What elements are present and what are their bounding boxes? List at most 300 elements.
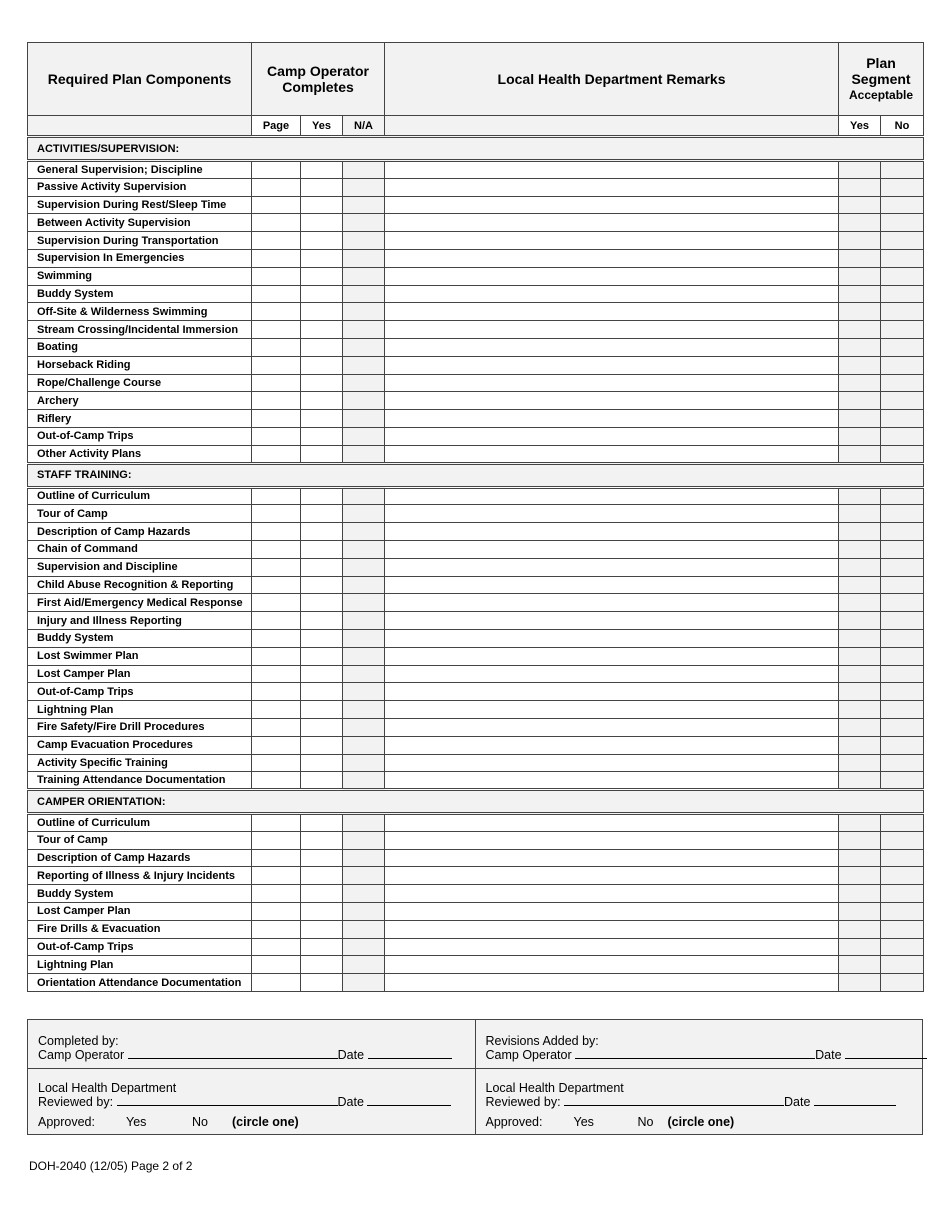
segment-yes-cell[interactable] bbox=[839, 374, 881, 392]
operator-na-cell[interactable] bbox=[343, 665, 385, 683]
table-row bbox=[28, 903, 924, 921]
table-row bbox=[28, 920, 924, 938]
operator-na-cell[interactable] bbox=[343, 427, 385, 445]
segment-yes-cell[interactable] bbox=[839, 161, 881, 179]
operator-yes-cell[interactable] bbox=[301, 178, 343, 196]
page-cell[interactable] bbox=[252, 505, 301, 523]
component-label: Buddy System bbox=[28, 885, 252, 903]
segment-no-cell[interactable] bbox=[881, 665, 924, 683]
operator-yes-cell[interactable] bbox=[301, 754, 343, 772]
operator-na-cell[interactable] bbox=[343, 903, 385, 921]
remarks-cell[interactable] bbox=[385, 814, 839, 832]
segment-no-cell[interactable] bbox=[881, 576, 924, 594]
operator-na-cell[interactable] bbox=[343, 196, 385, 214]
operator-na-cell[interactable] bbox=[343, 647, 385, 665]
page-cell[interactable] bbox=[252, 956, 301, 974]
operator-yes-cell[interactable] bbox=[301, 445, 343, 463]
page-cell[interactable] bbox=[252, 736, 301, 754]
remarks-cell[interactable] bbox=[385, 594, 839, 612]
page-cell[interactable] bbox=[252, 867, 301, 885]
operator-yes-cell[interactable] bbox=[301, 576, 343, 594]
operator-na-cell[interactable] bbox=[343, 594, 385, 612]
operator-na-cell[interactable] bbox=[343, 849, 385, 867]
segment-yes-cell[interactable] bbox=[839, 196, 881, 214]
operator-na-cell[interactable] bbox=[343, 974, 385, 992]
page-cell[interactable] bbox=[252, 814, 301, 832]
page-cell[interactable] bbox=[252, 772, 301, 790]
reviewed-by-label: Reviewed by: bbox=[38, 1095, 114, 1109]
page-cell[interactable] bbox=[252, 338, 301, 356]
segment-no-cell[interactable] bbox=[881, 523, 924, 541]
operator-na-cell[interactable] bbox=[343, 321, 385, 339]
operator-yes-cell[interactable] bbox=[301, 374, 343, 392]
remarks-cell[interactable] bbox=[385, 445, 839, 463]
page-cell[interactable] bbox=[252, 612, 301, 630]
operator-yes-cell[interactable] bbox=[301, 849, 343, 867]
page-cell[interactable] bbox=[252, 665, 301, 683]
operator-yes-cell[interactable] bbox=[301, 701, 343, 719]
page-cell[interactable] bbox=[252, 629, 301, 647]
table-row bbox=[28, 356, 924, 374]
segment-no-cell[interactable] bbox=[881, 338, 924, 356]
segment-no-cell[interactable] bbox=[881, 736, 924, 754]
segment-yes-cell[interactable] bbox=[839, 285, 881, 303]
segment-no-cell[interactable] bbox=[881, 718, 924, 736]
segment-no-cell[interactable] bbox=[881, 374, 924, 392]
page-cell[interactable] bbox=[252, 576, 301, 594]
operator-yes-cell[interactable] bbox=[301, 267, 343, 285]
segment-no-cell[interactable] bbox=[881, 629, 924, 647]
operator-yes-cell[interactable] bbox=[301, 920, 343, 938]
operator-na-cell[interactable] bbox=[343, 540, 385, 558]
revisions-reviewed-date-field[interactable] bbox=[814, 1095, 896, 1106]
operator-yes-cell[interactable] bbox=[301, 505, 343, 523]
operator-na-cell[interactable] bbox=[343, 285, 385, 303]
operator-yes-cell[interactable] bbox=[301, 487, 343, 505]
remarks-cell[interactable] bbox=[385, 321, 839, 339]
table-row bbox=[28, 445, 924, 463]
page-cell[interactable] bbox=[252, 647, 301, 665]
operator-na-cell[interactable] bbox=[343, 445, 385, 463]
remarks-cell[interactable] bbox=[385, 196, 839, 214]
operator-yes-cell[interactable] bbox=[301, 736, 343, 754]
remarks-cell[interactable] bbox=[385, 374, 839, 392]
segment-yes-cell[interactable] bbox=[839, 487, 881, 505]
segment-no-cell[interactable] bbox=[881, 285, 924, 303]
segment-yes-cell[interactable] bbox=[839, 612, 881, 630]
operator-yes-cell[interactable] bbox=[301, 683, 343, 701]
remarks-cell[interactable] bbox=[385, 701, 839, 719]
remarks-cell[interactable] bbox=[385, 867, 839, 885]
page-cell[interactable] bbox=[252, 540, 301, 558]
remarks-cell[interactable] bbox=[385, 249, 839, 267]
segment-no-cell[interactable] bbox=[881, 594, 924, 612]
operator-yes-cell[interactable] bbox=[301, 285, 343, 303]
page-cell[interactable] bbox=[252, 523, 301, 541]
page-cell[interactable] bbox=[252, 214, 301, 232]
table-row bbox=[28, 374, 924, 392]
component-label: Archery bbox=[28, 392, 252, 410]
segment-no-cell[interactable] bbox=[881, 683, 924, 701]
segment-yes-cell[interactable] bbox=[839, 701, 881, 719]
remarks-cell[interactable] bbox=[385, 214, 839, 232]
operator-yes-cell[interactable] bbox=[301, 249, 343, 267]
segment-no-cell[interactable] bbox=[881, 356, 924, 374]
segment-yes-cell[interactable] bbox=[839, 903, 881, 921]
reviewed-date-field[interactable] bbox=[367, 1095, 451, 1106]
page-cell[interactable] bbox=[252, 974, 301, 992]
operator-na-cell[interactable] bbox=[343, 701, 385, 719]
segment-yes-cell[interactable] bbox=[839, 849, 881, 867]
segment-yes-cell[interactable] bbox=[839, 594, 881, 612]
segment-yes-cell[interactable] bbox=[839, 683, 881, 701]
segment-yes-cell[interactable] bbox=[839, 540, 881, 558]
operator-yes-cell[interactable] bbox=[301, 410, 343, 428]
revisions-reviewed-by-signature-field[interactable] bbox=[564, 1095, 784, 1106]
segment-no-cell[interactable] bbox=[881, 321, 924, 339]
operator-na-cell[interactable] bbox=[343, 956, 385, 974]
remarks-cell[interactable] bbox=[385, 338, 839, 356]
segment-yes-cell[interactable] bbox=[839, 232, 881, 250]
operator-na-cell[interactable] bbox=[343, 814, 385, 832]
operator-yes-cell[interactable] bbox=[301, 885, 343, 903]
segment-yes-cell[interactable] bbox=[839, 974, 881, 992]
page-cell[interactable] bbox=[252, 594, 301, 612]
remarks-cell[interactable] bbox=[385, 754, 839, 772]
remarks-cell[interactable] bbox=[385, 487, 839, 505]
segment-yes-cell[interactable] bbox=[839, 754, 881, 772]
segment-yes-cell[interactable] bbox=[839, 410, 881, 428]
segment-no-cell[interactable] bbox=[881, 487, 924, 505]
operator-yes-cell[interactable] bbox=[301, 303, 343, 321]
segment-yes-cell[interactable] bbox=[839, 178, 881, 196]
operator-yes-cell[interactable] bbox=[301, 612, 343, 630]
segment-no-cell[interactable] bbox=[881, 867, 924, 885]
operator-na-cell[interactable] bbox=[343, 718, 385, 736]
page-cell[interactable] bbox=[252, 321, 301, 339]
operator-na-cell[interactable] bbox=[343, 303, 385, 321]
operator-na-cell[interactable] bbox=[343, 392, 385, 410]
remarks-cell[interactable] bbox=[385, 974, 839, 992]
operator-na-cell[interactable] bbox=[343, 629, 385, 647]
operator-yes-cell[interactable] bbox=[301, 196, 343, 214]
remarks-cell[interactable] bbox=[385, 558, 839, 576]
component-label: Tour of Camp bbox=[28, 831, 252, 849]
operator-yes-cell[interactable] bbox=[301, 665, 343, 683]
header-plan-segment bbox=[839, 43, 924, 116]
remarks-cell[interactable] bbox=[385, 505, 839, 523]
segment-yes-cell[interactable] bbox=[839, 718, 881, 736]
remarks-cell[interactable] bbox=[385, 903, 839, 921]
operator-yes-cell[interactable] bbox=[301, 214, 343, 232]
segment-yes-cell[interactable] bbox=[839, 885, 881, 903]
segment-no-cell[interactable] bbox=[881, 974, 924, 992]
operator-yes-cell[interactable] bbox=[301, 629, 343, 647]
segment-no-cell[interactable] bbox=[881, 849, 924, 867]
segment-no-cell[interactable] bbox=[881, 232, 924, 250]
page-cell[interactable] bbox=[252, 161, 301, 179]
operator-yes-cell[interactable] bbox=[301, 718, 343, 736]
page-cell[interactable] bbox=[252, 558, 301, 576]
operator-yes-cell[interactable] bbox=[301, 540, 343, 558]
remarks-cell[interactable] bbox=[385, 267, 839, 285]
operator-yes-cell[interactable] bbox=[301, 831, 343, 849]
segment-yes-cell[interactable] bbox=[839, 338, 881, 356]
operator-na-cell[interactable] bbox=[343, 267, 385, 285]
segment-yes-cell[interactable] bbox=[839, 392, 881, 410]
seg-no-header: No bbox=[881, 116, 924, 137]
page-cell[interactable] bbox=[252, 356, 301, 374]
revisions-operator-signature-field[interactable] bbox=[575, 1048, 815, 1059]
page-cell[interactable] bbox=[252, 392, 301, 410]
operator-na-cell[interactable] bbox=[343, 356, 385, 374]
segment-no-cell[interactable] bbox=[881, 303, 924, 321]
approved-no-option[interactable]: No bbox=[637, 1115, 654, 1129]
remarks-cell[interactable] bbox=[385, 849, 839, 867]
segment-yes-cell[interactable] bbox=[839, 576, 881, 594]
segment-no-cell[interactable] bbox=[881, 558, 924, 576]
remarks-cell[interactable] bbox=[385, 772, 839, 790]
operator-na-cell[interactable] bbox=[343, 523, 385, 541]
page-cell[interactable] bbox=[252, 249, 301, 267]
page-cell[interactable] bbox=[252, 487, 301, 505]
operator-na-cell[interactable] bbox=[343, 338, 385, 356]
remarks-cell[interactable] bbox=[385, 612, 839, 630]
page-cell[interactable] bbox=[252, 445, 301, 463]
segment-no-cell[interactable] bbox=[881, 161, 924, 179]
remarks-cell[interactable] bbox=[385, 410, 839, 428]
segment-no-cell[interactable] bbox=[881, 885, 924, 903]
segment-yes-cell[interactable] bbox=[839, 920, 881, 938]
segment-no-cell[interactable] bbox=[881, 410, 924, 428]
segment-no-cell[interactable] bbox=[881, 612, 924, 630]
page-cell[interactable] bbox=[252, 683, 301, 701]
operator-yes-cell[interactable] bbox=[301, 161, 343, 179]
component-label: General Supervision; Discipline bbox=[28, 161, 252, 179]
component-label: Supervision During Rest/Sleep Time bbox=[28, 196, 252, 214]
operator-na-cell[interactable] bbox=[343, 214, 385, 232]
remarks-cell[interactable] bbox=[385, 161, 839, 179]
reviewed-by-signature-field[interactable] bbox=[117, 1095, 338, 1106]
operator-na-cell[interactable] bbox=[343, 161, 385, 179]
segment-yes-cell[interactable] bbox=[839, 505, 881, 523]
segment-yes-cell[interactable] bbox=[839, 814, 881, 832]
segment-no-cell[interactable] bbox=[881, 772, 924, 790]
segment-no-cell[interactable] bbox=[881, 647, 924, 665]
segment-no-cell[interactable] bbox=[881, 956, 924, 974]
segment-yes-cell[interactable] bbox=[839, 321, 881, 339]
page-cell[interactable] bbox=[252, 410, 301, 428]
completed-date-field[interactable] bbox=[368, 1048, 452, 1059]
page-cell[interactable] bbox=[252, 831, 301, 849]
section-header-row bbox=[28, 463, 924, 487]
reviewed-by-line bbox=[486, 1095, 896, 1109]
page-cell[interactable] bbox=[252, 303, 301, 321]
approved-yes-option[interactable]: Yes bbox=[573, 1115, 594, 1129]
page-cell[interactable] bbox=[252, 232, 301, 250]
remarks-cell[interactable] bbox=[385, 540, 839, 558]
segment-yes-cell[interactable] bbox=[839, 558, 881, 576]
operator-yes-cell[interactable] bbox=[301, 974, 343, 992]
segment-no-cell[interactable] bbox=[881, 427, 924, 445]
segment-yes-cell[interactable] bbox=[839, 427, 881, 445]
segment-no-cell[interactable] bbox=[881, 505, 924, 523]
operator-na-cell[interactable] bbox=[343, 374, 385, 392]
operator-na-cell[interactable] bbox=[343, 612, 385, 630]
remarks-cell[interactable] bbox=[385, 885, 839, 903]
remarks-cell[interactable] bbox=[385, 665, 839, 683]
operator-na-cell[interactable] bbox=[343, 920, 385, 938]
remarks-cell[interactable] bbox=[385, 938, 839, 956]
operator-yes-cell[interactable] bbox=[301, 647, 343, 665]
remarks-cell[interactable] bbox=[385, 831, 839, 849]
segment-no-cell[interactable] bbox=[881, 540, 924, 558]
remarks-cell[interactable] bbox=[385, 285, 839, 303]
segment-yes-cell[interactable] bbox=[839, 647, 881, 665]
segment-yes-cell[interactable] bbox=[839, 523, 881, 541]
segment-yes-cell[interactable] bbox=[839, 249, 881, 267]
operator-yes-cell[interactable] bbox=[301, 938, 343, 956]
operator-na-cell[interactable] bbox=[343, 487, 385, 505]
operator-na-cell[interactable] bbox=[343, 576, 385, 594]
remarks-cell[interactable] bbox=[385, 956, 839, 974]
segment-yes-cell[interactable] bbox=[839, 956, 881, 974]
operator-yes-cell[interactable] bbox=[301, 356, 343, 374]
remarks-cell[interactable] bbox=[385, 303, 839, 321]
operator-na-cell[interactable] bbox=[343, 410, 385, 428]
segment-no-cell[interactable] bbox=[881, 445, 924, 463]
segment-no-cell[interactable] bbox=[881, 938, 924, 956]
page-cell[interactable] bbox=[252, 718, 301, 736]
operator-yes-cell[interactable] bbox=[301, 814, 343, 832]
segment-yes-cell[interactable] bbox=[839, 214, 881, 232]
segment-yes-cell[interactable] bbox=[839, 938, 881, 956]
remarks-cell[interactable] bbox=[385, 427, 839, 445]
page-cell[interactable] bbox=[252, 849, 301, 867]
segment-no-cell[interactable] bbox=[881, 754, 924, 772]
page-cell[interactable] bbox=[252, 885, 301, 903]
page-cell[interactable] bbox=[252, 427, 301, 445]
date-label: Date bbox=[337, 1048, 365, 1062]
segment-yes-cell[interactable] bbox=[839, 831, 881, 849]
operator-yes-cell[interactable] bbox=[301, 427, 343, 445]
operator-yes-cell[interactable] bbox=[301, 772, 343, 790]
operator-na-cell[interactable] bbox=[343, 232, 385, 250]
remarks-cell[interactable] bbox=[385, 178, 839, 196]
page-cell[interactable] bbox=[252, 701, 301, 719]
segment-no-cell[interactable] bbox=[881, 920, 924, 938]
remarks-cell[interactable] bbox=[385, 718, 839, 736]
operator-yes-cell[interactable] bbox=[301, 903, 343, 921]
operator-yes-cell[interactable] bbox=[301, 594, 343, 612]
page-cell[interactable] bbox=[252, 374, 301, 392]
operator-yes-cell[interactable] bbox=[301, 321, 343, 339]
operator-na-cell[interactable] bbox=[343, 736, 385, 754]
approved-yes-option[interactable]: Yes bbox=[126, 1115, 147, 1129]
remarks-cell[interactable] bbox=[385, 523, 839, 541]
segment-no-cell[interactable] bbox=[881, 178, 924, 196]
remarks-cell[interactable] bbox=[385, 683, 839, 701]
segment-no-cell[interactable] bbox=[881, 267, 924, 285]
operator-yes-cell[interactable] bbox=[301, 523, 343, 541]
remarks-cell[interactable] bbox=[385, 920, 839, 938]
operator-yes-cell[interactable] bbox=[301, 392, 343, 410]
segment-yes-cell[interactable] bbox=[839, 303, 881, 321]
segment-yes-cell[interactable] bbox=[839, 445, 881, 463]
operator-na-cell[interactable] bbox=[343, 831, 385, 849]
operator-na-cell[interactable] bbox=[343, 867, 385, 885]
segment-no-cell[interactable] bbox=[881, 392, 924, 410]
operator-na-cell[interactable] bbox=[343, 558, 385, 576]
segment-yes-cell[interactable] bbox=[839, 629, 881, 647]
operator-yes-cell[interactable] bbox=[301, 867, 343, 885]
operator-na-cell[interactable] bbox=[343, 178, 385, 196]
segment-yes-cell[interactable] bbox=[839, 665, 881, 683]
page-cell[interactable] bbox=[252, 938, 301, 956]
revisions-date-field[interactable] bbox=[845, 1048, 927, 1059]
segment-no-cell[interactable] bbox=[881, 903, 924, 921]
remarks-cell[interactable] bbox=[385, 356, 839, 374]
segment-yes-cell[interactable] bbox=[839, 356, 881, 374]
approved-no-option[interactable]: No bbox=[192, 1115, 208, 1129]
segment-no-cell[interactable] bbox=[881, 196, 924, 214]
operator-yes-cell[interactable] bbox=[301, 956, 343, 974]
page-cell[interactable] bbox=[252, 754, 301, 772]
component-label: Outline of Curriculum bbox=[28, 487, 252, 505]
remarks-cell[interactable] bbox=[385, 392, 839, 410]
remarks-cell[interactable] bbox=[385, 576, 839, 594]
component-label: Out-of-Camp Trips bbox=[28, 683, 252, 701]
remarks-cell[interactable] bbox=[385, 647, 839, 665]
operator-na-cell[interactable] bbox=[343, 885, 385, 903]
remarks-cell[interactable] bbox=[385, 232, 839, 250]
segment-yes-cell[interactable] bbox=[839, 267, 881, 285]
page-cell[interactable] bbox=[252, 178, 301, 196]
operator-yes-cell[interactable] bbox=[301, 558, 343, 576]
segment-no-cell[interactable] bbox=[881, 214, 924, 232]
operator-na-cell[interactable] bbox=[343, 772, 385, 790]
operator-na-cell[interactable] bbox=[343, 505, 385, 523]
segment-yes-cell[interactable] bbox=[839, 772, 881, 790]
segment-no-cell[interactable] bbox=[881, 831, 924, 849]
table-row bbox=[28, 214, 924, 232]
table-row bbox=[28, 303, 924, 321]
remarks-cell[interactable] bbox=[385, 629, 839, 647]
segment-no-cell[interactable] bbox=[881, 249, 924, 267]
operator-na-cell[interactable] bbox=[343, 938, 385, 956]
page-cell[interactable] bbox=[252, 285, 301, 303]
segment-no-cell[interactable] bbox=[881, 701, 924, 719]
operator-na-cell[interactable] bbox=[343, 754, 385, 772]
table-row bbox=[28, 338, 924, 356]
operator-na-cell[interactable] bbox=[343, 683, 385, 701]
operator-na-cell[interactable] bbox=[343, 249, 385, 267]
page-cell[interactable] bbox=[252, 903, 301, 921]
date-label: Date bbox=[337, 1095, 364, 1109]
page-cell[interactable] bbox=[252, 267, 301, 285]
approved-label: Approved: bbox=[485, 1115, 543, 1129]
component-label: Out-of-Camp Trips bbox=[28, 427, 252, 445]
segment-no-cell[interactable] bbox=[881, 814, 924, 832]
operator-yes-cell[interactable] bbox=[301, 232, 343, 250]
page-cell[interactable] bbox=[252, 196, 301, 214]
operator-yes-cell[interactable] bbox=[301, 338, 343, 356]
segment-yes-cell[interactable] bbox=[839, 867, 881, 885]
segment-yes-cell[interactable] bbox=[839, 736, 881, 754]
page-cell[interactable] bbox=[252, 920, 301, 938]
camp-operator-signature-field[interactable] bbox=[128, 1048, 338, 1059]
remarks-cell[interactable] bbox=[385, 736, 839, 754]
